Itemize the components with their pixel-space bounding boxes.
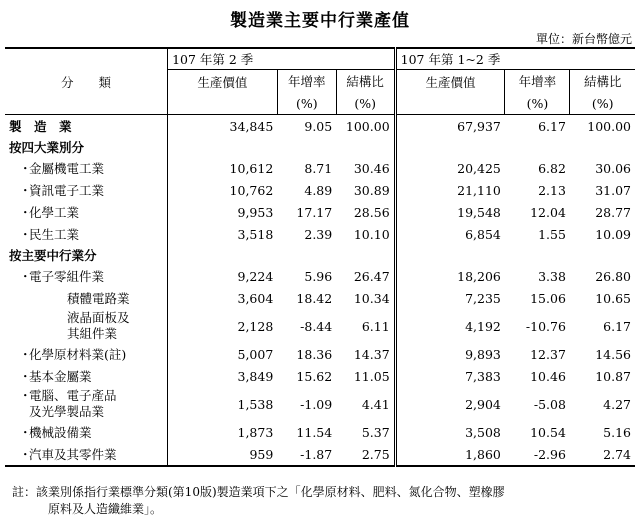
table-row: ・資訊電子工業 10,762 4.89 30.89 21,110 2.13 31.07 bbox=[5, 179, 635, 201]
pct-unit: (%) bbox=[505, 92, 570, 115]
table-row: ・金屬機電工業 10,612 8.71 30.46 20,425 6.82 30.06 bbox=[5, 157, 635, 179]
period1-header: 107 年第 2 季 bbox=[168, 48, 396, 70]
struct-header-1: 結構比 bbox=[336, 70, 395, 93]
growth-header-1: 年增率 bbox=[277, 70, 336, 93]
value-header-1: 生產價值 bbox=[168, 70, 278, 115]
table-row: ・機械設備業 1,873 11.54 5.37 3,508 10.54 5.16 bbox=[5, 421, 635, 443]
table-row: ・民生工業 3,518 2.39 10.10 6,854 1.55 10.09 bbox=[5, 223, 635, 245]
table-row: ・汽車及其零件業 959 -1.87 2.75 1,860 -2.96 2.74 bbox=[5, 443, 635, 466]
growth-header-2: 年增率 bbox=[505, 70, 570, 93]
table-row-total: 製 造 業 34,845 9.05 100.00 67,937 6.17 100.00 bbox=[5, 115, 635, 138]
production-table bbox=[5, 47, 635, 467]
table-row: 液晶面板及 其組件業 2,128 -8.44 6.11 4,192 -10.76 6.17 bbox=[67, 310, 631, 341]
table-row: ・基本金屬業 3,849 15.62 11.05 7,383 10.46 10.87 bbox=[5, 365, 635, 387]
table-row: ・化學工業 9,953 17.17 28.56 19,548 12.04 28.77 bbox=[5, 201, 635, 223]
category-header: 分 類 bbox=[5, 48, 168, 115]
table-row: ・電子零組件業 9,224 5.96 26.47 18,206 3.38 26.80 bbox=[5, 265, 635, 287]
struct-header-2: 結構比 bbox=[570, 70, 635, 93]
pct-unit: (%) bbox=[336, 92, 395, 115]
section-heading-row: 按四大業別分 bbox=[5, 137, 635, 157]
pct-unit: (%) bbox=[277, 92, 336, 115]
period2-header: 107 年第 1~2 季 bbox=[395, 48, 635, 70]
value-header-2: 生產價值 bbox=[395, 70, 505, 115]
footnote: 註：該業別係指行業標準分類(第10版)製造業項下之「化學原材料、肥料、氮化合物、塑橡膠 原料及人造纖維業」。 bbox=[12, 485, 505, 516]
pct-unit: (%) bbox=[570, 92, 635, 115]
table-row: ・化學原材料業(註) 5,007 18.36 14.37 9,893 12.37 14.56 bbox=[5, 343, 635, 365]
table-row: 積體電路業 3,604 18.42 10.34 7,235 15.06 10.65 bbox=[5, 287, 635, 309]
table-row: ・電腦、電子產品 及光學製品業 1,538 -1.09 4.41 2,904 -5.08 4.27 bbox=[19, 388, 631, 419]
page-title: 製造業主要中行業產值 bbox=[230, 11, 410, 31]
unit-label: 單位：新台幣億元 bbox=[535, 32, 632, 46]
section-heading-row: 按主要中行業分 bbox=[5, 245, 635, 265]
